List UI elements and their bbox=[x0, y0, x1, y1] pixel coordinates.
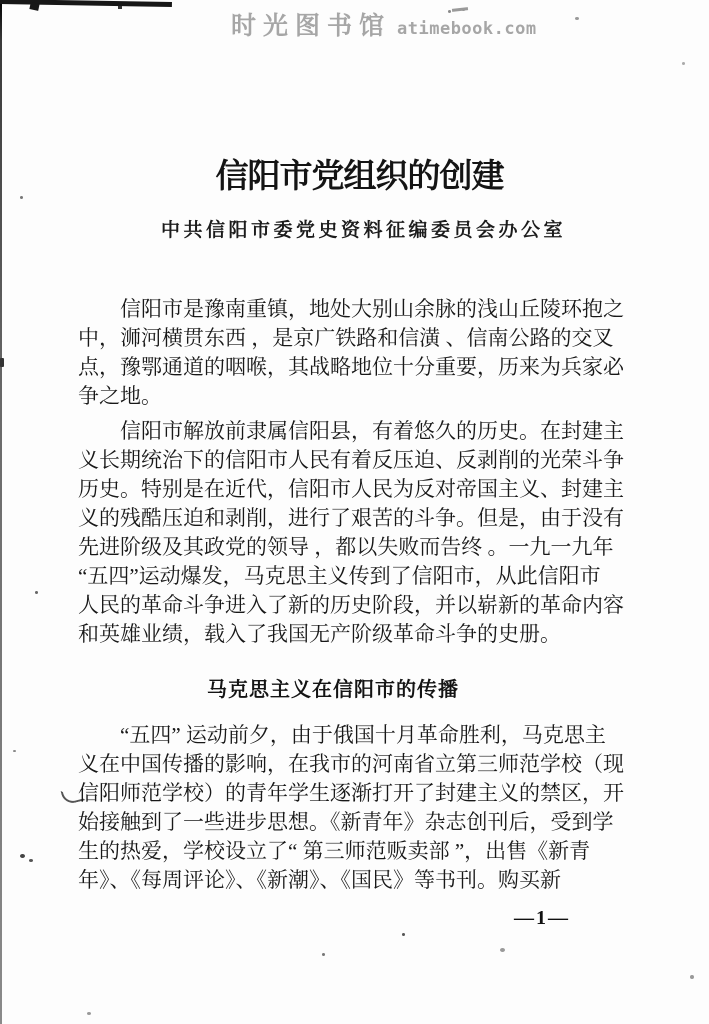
scan-speck bbox=[682, 62, 685, 65]
text-line: 先进阶级及其政党的领导 ，都以失败而告终 。一九一九年 bbox=[78, 535, 614, 559]
text-line: 信阳师范学校）的青年学生逐渐打开了封建主义的禁区，开 bbox=[78, 781, 624, 805]
text-line: 义的残酷压迫和剥削，进行了艰苦的斗争。但是，由于没有 bbox=[78, 506, 624, 530]
scan-top-edge-line bbox=[0, 0, 172, 7]
text-line: 中，浉河横贯东西 ，是京广铁路和信潢 、信南公路的交叉 bbox=[78, 326, 614, 350]
scan-speck bbox=[20, 854, 25, 858]
scan-speck bbox=[500, 948, 505, 952]
scan-speck bbox=[322, 953, 325, 956]
page-number: —1— bbox=[514, 907, 570, 929]
author-byline: 中共信阳市委党史资料征编委员会办公室 bbox=[160, 220, 566, 241]
text-line: 信阳市是豫南重镇，地处大别山余脉的浅山丘陵环抱之 bbox=[120, 297, 624, 321]
text-line: 年》、《每周评论》、《新潮》、《国民》等书刊。购买新 bbox=[78, 868, 561, 892]
text-line: “五四” 运动前夕，由于俄国十月革命胜利，马克思主 bbox=[120, 723, 606, 747]
text-line: 生的热爱，学校设立了“ 第三师范贩卖部 ”，出售《新青 bbox=[78, 839, 591, 863]
watermark-site-url: atimebook.com bbox=[397, 19, 537, 39]
text-line: 历史。特别是在近代，信阳市人民为反对帝国主义、封建主 bbox=[78, 477, 624, 501]
text-line: 和英雄业绩，载入了我国无产阶级革命斗争的史册。 bbox=[78, 622, 561, 646]
text-line: 点，豫鄂通道的咽喉，其战略地位十分重要，历来为兵家必 bbox=[78, 355, 624, 379]
scan-top-edge-mark bbox=[29, 2, 39, 11]
text-line: 争之地。 bbox=[78, 384, 162, 408]
paragraph-1 bbox=[78, 295, 630, 411]
text-line: 义在中国传播的影响，在我市的河南省立第三师范学校（现 bbox=[78, 752, 624, 776]
scan-speck bbox=[402, 933, 405, 936]
scan-speck bbox=[575, 17, 579, 20]
text-line: 义长期统治下的信阳市人民有着反压迫、反剥削的光荣斗争 bbox=[78, 448, 624, 472]
scan-speck bbox=[87, 1012, 91, 1015]
scan-speck bbox=[690, 975, 694, 979]
text-line: 信阳市解放前隶属信阳县，有着悠久的历史。在封建主 bbox=[120, 419, 624, 443]
scan-speck bbox=[35, 591, 38, 594]
watermark-header bbox=[231, 6, 537, 42]
scan-speck bbox=[13, 750, 16, 752]
document-title: 信阳市党组织的创建 bbox=[215, 159, 504, 195]
text-line: 人民的革命斗争进入了新的历史阶段，并以崭新的革命内容 bbox=[78, 593, 624, 617]
text-line: “五四”运动爆发，马克思主义传到了信阳市，从此信阳市 bbox=[78, 564, 601, 588]
paragraph-2 bbox=[78, 417, 630, 649]
text-line: 始接触到了一些进步思想。《新青年》杂志创刊后，受到学 bbox=[78, 810, 614, 834]
scan-speck bbox=[0, 358, 4, 367]
scan-speck bbox=[29, 859, 33, 862]
paragraph-3 bbox=[78, 721, 630, 895]
watermark-library-name: 时光图书馆 bbox=[231, 12, 392, 40]
section-heading: 马克思主义在信阳市的传播 bbox=[207, 679, 459, 701]
scan-speck bbox=[118, 6, 122, 9]
